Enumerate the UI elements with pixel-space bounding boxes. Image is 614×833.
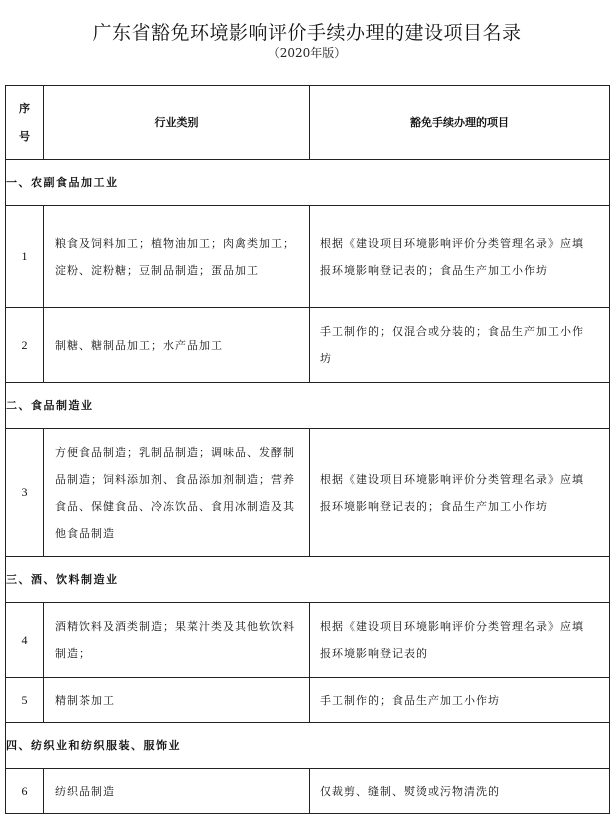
category-row [6,160,610,206]
table-row [6,678,610,723]
header-industry: 行业类别 [44,86,310,160]
row-industry: 粮食及饲料加工；植物油加工；肉禽类加工；淀粉、淀粉糖；豆制品制造；蛋品加工 [44,206,310,308]
table-row [6,429,610,557]
category-label: 一、农副食品加工业 [6,160,610,206]
row-number: 1 [6,206,44,308]
category-row [6,723,610,769]
document-title: 广东省豁免环境影响评价手续办理的建设项目名录 [92,22,522,44]
row-number: 5 [6,678,44,723]
table-header-row [6,86,610,160]
exemption-table [5,85,610,814]
row-industry: 精制茶加工 [44,678,310,723]
header-no-label: 序号 [19,101,30,143]
category-label: 四、纺织业和纺织服装、服饰业 [6,723,610,769]
table-row [6,769,610,814]
row-number: 2 [6,308,44,383]
row-exempt-projects: 根据《建设项目环境影响评价分类管理名录》应填报环境影响登记表的；食品生产加工小作坊 [310,206,610,308]
document-subtitle: （2020年版） [267,46,347,60]
row-exempt-projects: 仅裁剪、缝制、熨烫或污物清洗的 [310,769,610,814]
header-exempt: 豁免手续办理的项目 [310,86,610,160]
category-label: 二、食品制造业 [6,383,610,429]
row-number: 3 [6,429,44,557]
category-label: 三、酒、饮料制造业 [6,557,610,603]
table-row [6,206,610,308]
row-exempt-projects: 根据《建设项目环境影响评价分类管理名录》应填报环境影响登记表的；食品生产加工小作坊 [310,429,610,557]
category-row [6,557,610,603]
row-industry: 酒精饮料及酒类制造；果菜汁类及其他软饮料制造； [44,603,310,678]
row-exempt-projects: 根据《建设项目环境影响评价分类管理名录》应填报环境影响登记表的 [310,603,610,678]
table-row [6,603,610,678]
row-industry: 方便食品制造；乳制品制造；调味品、发酵制品制造；饲料添加剂、食品添加剂制造；营养食品、保健食品、冷冻饮品、食用冰制造及其他食品制造 [44,429,310,557]
row-industry: 制糖、糖制品加工；水产品加工 [44,308,310,383]
row-exempt-projects: 手工制作的；食品生产加工小作坊 [310,678,610,723]
table-row [6,308,610,383]
row-number: 6 [6,769,44,814]
category-row [6,383,610,429]
row-number: 4 [6,603,44,678]
header-no [6,86,44,160]
row-industry: 纺织品制造 [44,769,310,814]
row-exempt-projects: 手工制作的；仅混合或分装的；食品生产加工小作坊 [310,308,610,383]
